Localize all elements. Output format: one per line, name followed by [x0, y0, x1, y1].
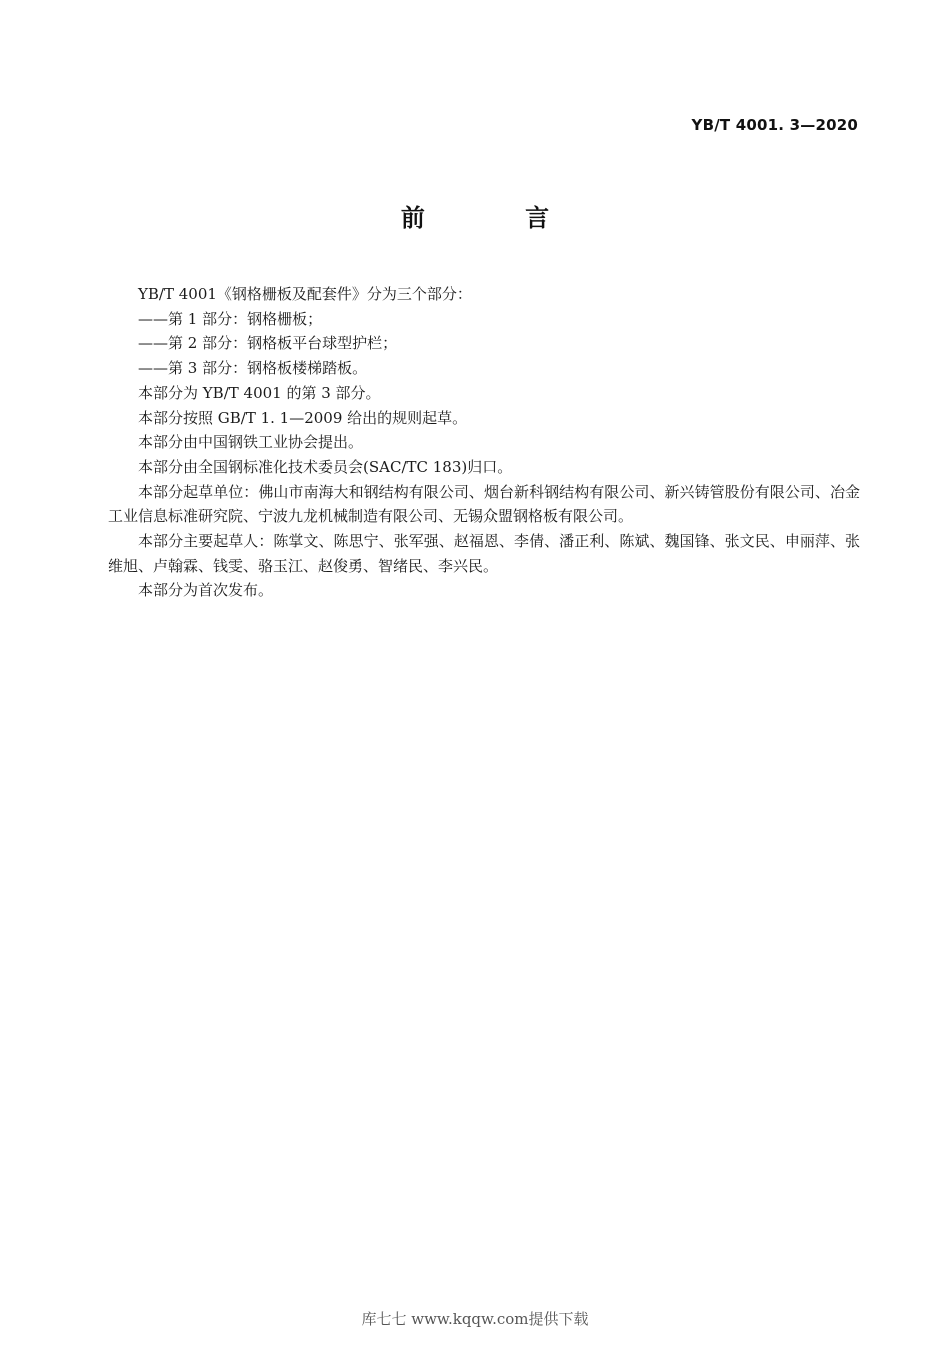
paragraph-part-2: ——第 2 部分：钢格板平台球型护栏； [138, 334, 398, 353]
paragraph-series-intro: YB/T 4001《钢格栅板及配套件》分为三个部分： [138, 285, 472, 303]
paragraph-part-1: ——第 1 部分：钢格栅板； [138, 309, 323, 328]
footer-watermark: 库七七 www.kqqw.com提供下载 [361, 1310, 589, 1328]
paragraph-first-release: 本部分为首次发布。 [138, 581, 274, 600]
paragraph-drafting-rules: 本部分按照 GB/T 1. 1—2009 给出的规则起草。 [138, 408, 468, 427]
foreword-body [108, 282, 860, 603]
standard-code: YB/T 4001. 3—2020 [691, 116, 858, 134]
paragraph-drafters: 本部分主要起草人：陈掌文、陈思宁、张军强、赵福恩、李倩、潘正利、陈斌、魏国锋、张文民、申丽萍、张维旭、卢翰霖、钱雯、骆玉江、赵俊勇、智绪民、李兴民。 [108, 532, 860, 575]
paragraph-administered-by: 本部分由全国钢标准化技术委员会(SAC/TC 183)归口。 [138, 457, 513, 476]
paragraph-proposed-by: 本部分由中国钢铁工业协会提出。 [138, 433, 364, 452]
page-title: 前 言 [400, 204, 596, 232]
paragraph-part-3: ——第 3 部分：钢格板楼梯踏板。 [138, 359, 368, 378]
paragraph-drafting-units: 本部分起草单位：佛山市南海大和钢结构有限公司、烟台新科钢结构有限公司、新兴铸管股份有限公司、冶金工业信息标准研究院、宁波九龙机械制造有限公司、无锡众盟钢格板有限公司。 [108, 482, 860, 526]
paragraph-this-part: 本部分为 YB/T 4001 的第 3 部分。 [138, 383, 381, 402]
